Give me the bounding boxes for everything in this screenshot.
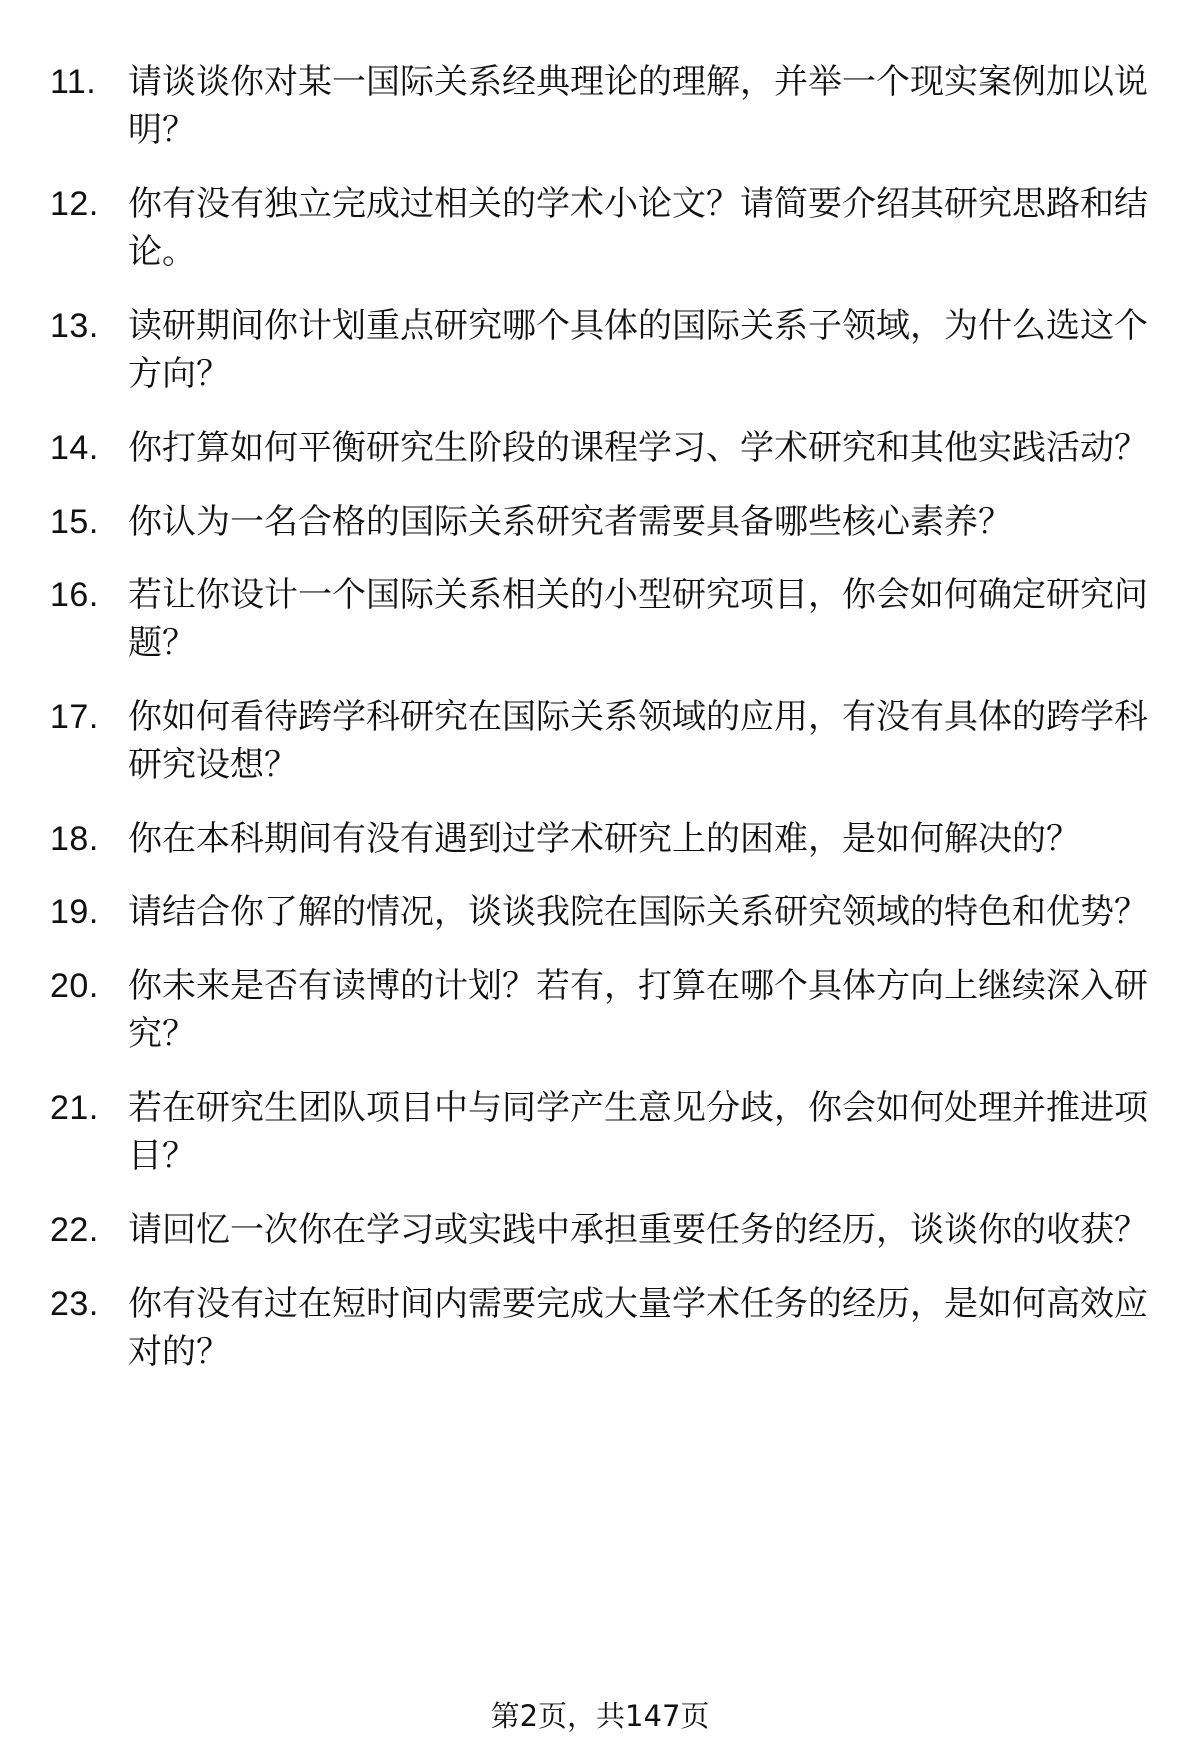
question-number: 17. [50,698,99,736]
question-number: 18. [50,820,99,858]
list-item [50,302,1150,398]
question-number: 23. [50,1285,99,1323]
question-number: 15. [50,503,99,541]
question-number: 20. [50,967,99,1005]
question-text: 请回忆一次你在学习或实践中承担重要任务的经历，谈谈你的收获？ [128,1210,1148,1250]
question-text: 你未来是否有读博的计划？若有，打算在哪个具体方向上继续深入研究？ [128,966,1148,1054]
question-text: 若在研究生团队项目中与同学产生意见分歧，你会如何处理并推进项目？ [128,1088,1148,1176]
list-item [50,693,1150,789]
question-text: 你打算如何平衡研究生阶段的课程学习、学术研究和其他实践活动？ [128,428,1148,468]
question-number: 11. [50,63,97,101]
list-item [50,1206,1150,1254]
question-number: 13. [50,307,99,345]
question-text: 你有没有过在短时间内需要完成大量学术任务的经历，是如何高效应对的？ [128,1284,1148,1372]
list-item [50,962,1150,1058]
question-text: 你在本科期间有没有遇到过学术研究上的困难，是如何解决的？ [128,819,1080,859]
question-number: 14. [50,429,99,467]
question-number: 22. [50,1211,99,1249]
question-text: 请谈谈你对某一国际关系经典理论的理解，并举一个现实案例加以说明？ [128,62,1148,150]
question-number: 12. [50,185,99,223]
page-number: 第2页，共147页 [490,1699,710,1733]
question-text: 你如何看待跨学科研究在国际关系领域的应用，有没有具体的跨学科研究设想？ [128,697,1148,785]
question-number: 16. [50,576,99,614]
question-text: 若让你设计一个国际关系相关的小型研究项目，你会如何确定研究问题？ [128,575,1148,663]
question-text: 请结合你了解的情况，谈谈我院在国际关系研究领域的特色和优势？ [128,892,1148,932]
question-list [50,58,1150,1376]
list-item [50,815,1150,863]
list-item [50,58,1150,154]
list-item [50,498,1150,546]
question-text: 你认为一名合格的国际关系研究者需要具备哪些核心素养？ [128,502,1012,542]
question-text: 读研期间你计划重点研究哪个具体的国际关系子领域，为什么选这个方向？ [128,306,1148,394]
list-item [50,571,1150,667]
list-item [50,180,1150,276]
question-number: 19. [50,893,99,931]
list-item [50,1280,1150,1376]
list-item [50,424,1150,472]
list-item [50,888,1150,936]
list-item [50,1084,1150,1180]
question-number: 21. [50,1089,99,1127]
question-text: 你有没有独立完成过相关的学术小论文？请简要介绍其研究思路和结论。 [128,184,1148,272]
